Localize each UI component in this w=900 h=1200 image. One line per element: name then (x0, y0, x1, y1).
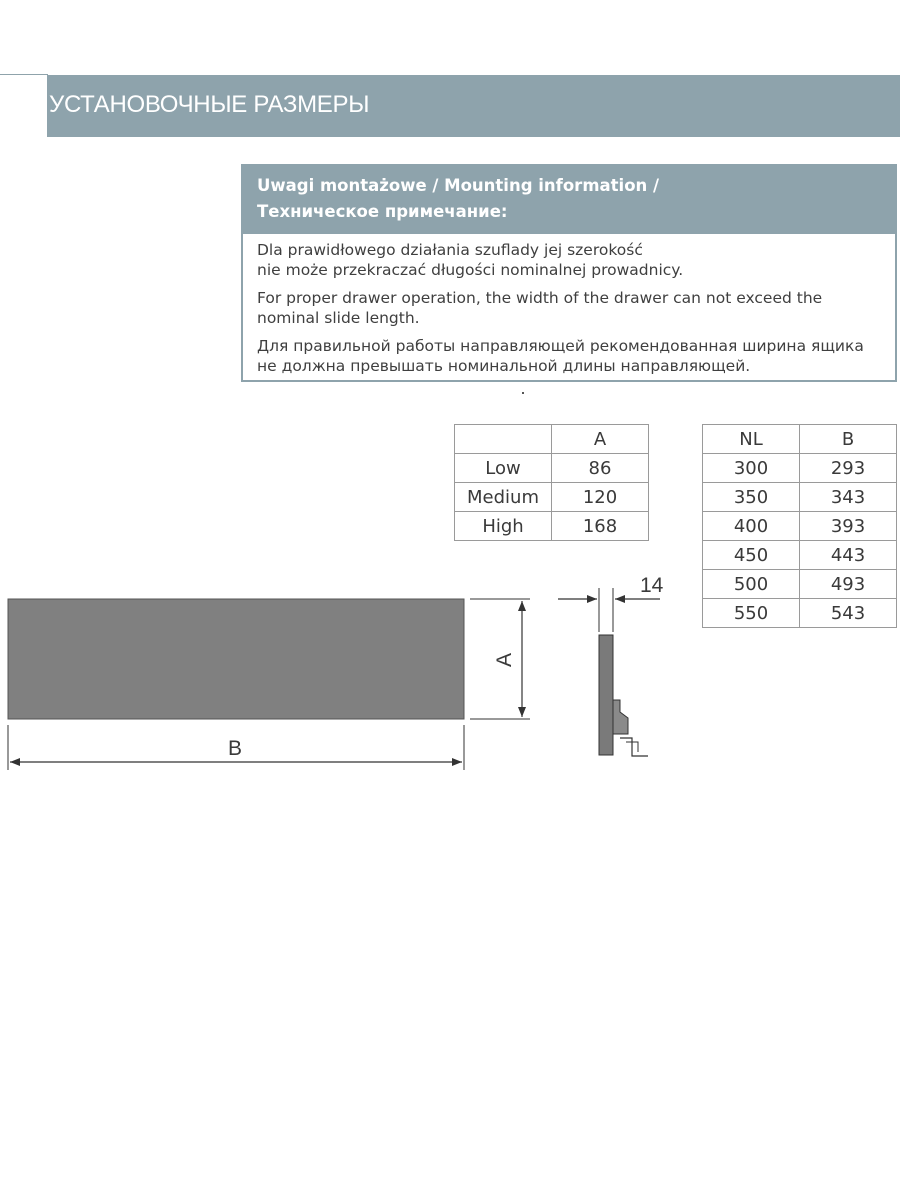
info-russian (257, 336, 881, 376)
label-b: B (228, 737, 243, 760)
table-cell: 550 (703, 599, 800, 628)
table-cell: 120 (552, 483, 649, 512)
table-cell: 350 (703, 483, 800, 512)
technical-drawing (0, 560, 900, 790)
table-row (703, 512, 897, 541)
info-english (257, 288, 881, 328)
top-rule (0, 74, 48, 75)
table-cell: 293 (800, 454, 897, 483)
table-row (455, 512, 649, 541)
table-header-row (703, 425, 897, 454)
table-cell: 500 (703, 570, 800, 599)
table-cell: 343 (800, 483, 897, 512)
info-body (243, 234, 895, 376)
height-table (454, 424, 649, 541)
label-14: 14 (640, 574, 664, 597)
info-english-line2: nominal slide length. (257, 309, 420, 327)
table-header-cell: NL (703, 425, 800, 454)
info-russian-line2: не должна превышать номинальной длины направляющей. (257, 357, 751, 375)
section-title: УСТАНОВОЧНЫЕ РАЗМЕРЫ (49, 91, 370, 118)
table-header-row (455, 425, 649, 454)
table-header-cell (455, 425, 552, 454)
table-header-cell: B (800, 425, 897, 454)
section-header (47, 75, 900, 137)
info-english-line1: For proper drawer operation, the width of the drawer can not exceed the (257, 289, 823, 307)
mounting-info-box (241, 164, 897, 382)
table-cell: 168 (552, 512, 649, 541)
table-cell: 450 (703, 541, 800, 570)
table-cell: Low (455, 454, 552, 483)
table-row (703, 454, 897, 483)
table-cell: 443 (800, 541, 897, 570)
info-russian-line1: Для правильной работы направляющей рекомендованная ширина ящика (257, 337, 864, 355)
label-a: A (493, 652, 517, 668)
stray-dot (522, 392, 524, 394)
table-row (455, 454, 649, 483)
table-cell: 393 (800, 512, 897, 541)
table-row (703, 483, 897, 512)
table-cell: High (455, 512, 552, 541)
table-header-cell: A (552, 425, 649, 454)
info-polish (257, 240, 881, 280)
side-profile (599, 635, 648, 756)
table-cell: 400 (703, 512, 800, 541)
table-cell: 86 (552, 454, 649, 483)
table-cell: 300 (703, 454, 800, 483)
info-heading (243, 166, 895, 234)
table-row (455, 483, 649, 512)
table-cell: 543 (800, 599, 897, 628)
info-heading-line1: Uwagi montażowe / Mounting information / (257, 176, 660, 195)
info-polish-line2: nie może przekraczać długości nominalnej prowadnicy. (257, 261, 684, 279)
info-polish-line1: Dla prawidłowego działania szuflady jej szerokość (257, 241, 643, 259)
front-panel (8, 599, 464, 719)
info-heading-line2: Техническое примечание: (257, 202, 508, 221)
table-cell: Medium (455, 483, 552, 512)
table-cell: 493 (800, 570, 897, 599)
